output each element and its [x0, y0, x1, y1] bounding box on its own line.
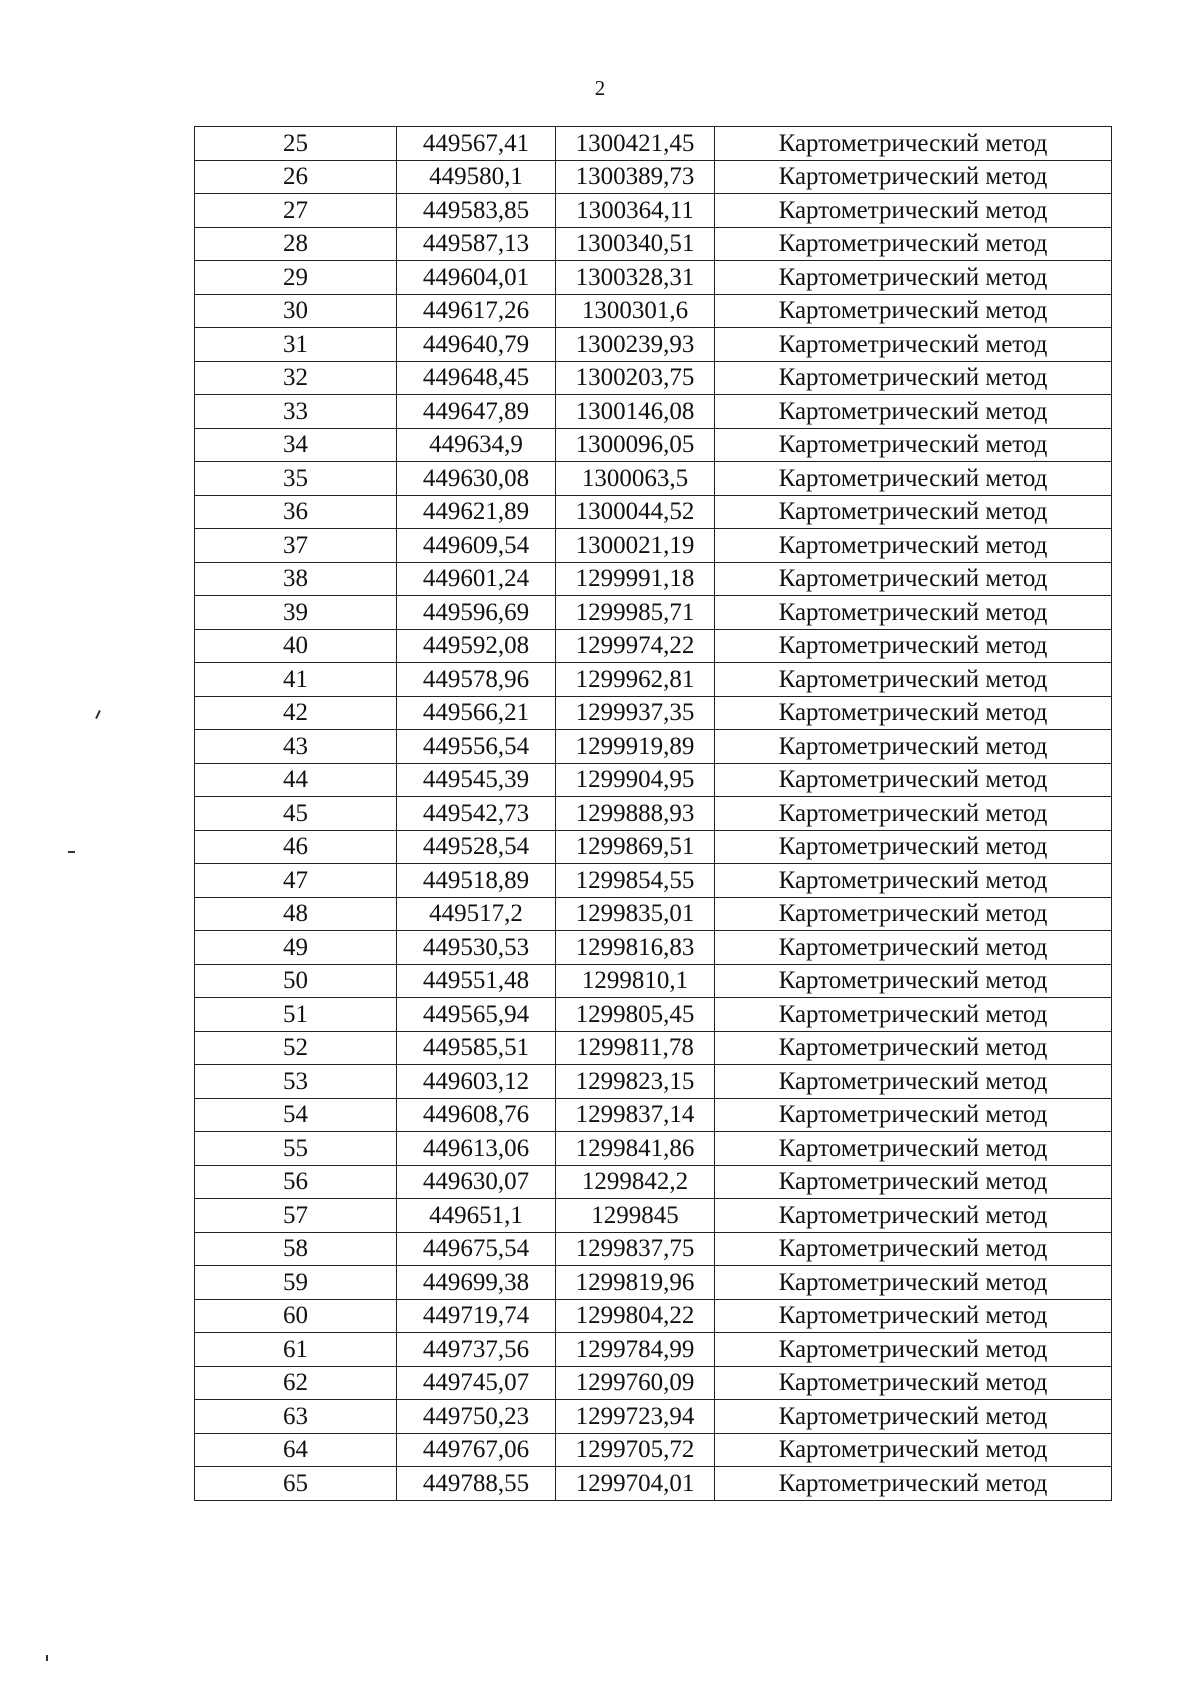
point-number-cell: 32	[195, 361, 397, 395]
method-cell: Картометрический метод	[715, 328, 1112, 362]
y-coordinate-cell: 1299937,35	[556, 696, 715, 730]
point-number-cell: 51	[195, 998, 397, 1032]
method-cell: Картометрический метод	[715, 1065, 1112, 1099]
x-coordinate-cell: 449565,94	[397, 998, 556, 1032]
method-cell: Картометрический метод	[715, 462, 1112, 496]
method-cell: Картометрический метод	[715, 1165, 1112, 1199]
point-number-cell: 62	[195, 1366, 397, 1400]
x-coordinate-cell: 449566,21	[397, 696, 556, 730]
method-cell: Картометрический метод	[715, 931, 1112, 965]
y-coordinate-cell: 1299804,22	[556, 1299, 715, 1333]
method-cell: Картометрический метод	[715, 1232, 1112, 1266]
point-number-cell: 60	[195, 1299, 397, 1333]
x-coordinate-cell: 449528,54	[397, 830, 556, 864]
point-number-cell: 57	[195, 1199, 397, 1233]
point-number-cell: 40	[195, 629, 397, 663]
table-row	[195, 1299, 1112, 1333]
method-cell: Картометрический метод	[715, 1031, 1112, 1065]
y-coordinate-cell: 1299819,96	[556, 1266, 715, 1300]
x-coordinate-cell: 449596,69	[397, 596, 556, 630]
point-number-cell: 46	[195, 830, 397, 864]
point-number-cell: 53	[195, 1065, 397, 1099]
point-number-cell: 45	[195, 797, 397, 831]
table-row	[195, 1132, 1112, 1166]
point-number-cell: 29	[195, 261, 397, 295]
y-coordinate-cell: 1299837,14	[556, 1098, 715, 1132]
table-row	[195, 462, 1112, 496]
y-coordinate-cell: 1299811,78	[556, 1031, 715, 1065]
x-coordinate-cell: 449580,1	[397, 160, 556, 194]
method-cell: Картометрический метод	[715, 227, 1112, 261]
coordinates-table-body	[195, 127, 1112, 1501]
y-coordinate-cell: 1299810,1	[556, 964, 715, 998]
x-coordinate-cell: 449613,06	[397, 1132, 556, 1166]
point-number-cell: 48	[195, 897, 397, 931]
table-row	[195, 428, 1112, 462]
x-coordinate-cell: 449578,96	[397, 663, 556, 697]
table-row	[195, 1400, 1112, 1434]
x-coordinate-cell: 449634,9	[397, 428, 556, 462]
method-cell: Картометрический метод	[715, 1299, 1112, 1333]
table-row	[195, 395, 1112, 429]
y-coordinate-cell: 1300044,52	[556, 495, 715, 529]
point-number-cell: 30	[195, 294, 397, 328]
y-coordinate-cell: 1299962,81	[556, 663, 715, 697]
point-number-cell: 33	[195, 395, 397, 429]
x-coordinate-cell: 449583,85	[397, 194, 556, 228]
point-number-cell: 26	[195, 160, 397, 194]
y-coordinate-cell: 1299704,01	[556, 1467, 715, 1501]
x-coordinate-cell: 449617,26	[397, 294, 556, 328]
point-number-cell: 44	[195, 763, 397, 797]
y-coordinate-cell: 1299823,15	[556, 1065, 715, 1099]
point-number-cell: 54	[195, 1098, 397, 1132]
table-row	[195, 897, 1112, 931]
x-coordinate-cell: 449788,55	[397, 1467, 556, 1501]
method-cell: Картометрический метод	[715, 1098, 1112, 1132]
x-coordinate-cell: 449621,89	[397, 495, 556, 529]
point-number-cell: 25	[195, 127, 397, 161]
y-coordinate-cell: 1299805,45	[556, 998, 715, 1032]
y-coordinate-cell: 1300203,75	[556, 361, 715, 395]
point-number-cell: 43	[195, 730, 397, 764]
table-row	[195, 797, 1112, 831]
point-number-cell: 52	[195, 1031, 397, 1065]
table-row	[195, 328, 1112, 362]
x-coordinate-cell: 449530,53	[397, 931, 556, 965]
y-coordinate-cell: 1299837,75	[556, 1232, 715, 1266]
method-cell: Картометрический метод	[715, 763, 1112, 797]
method-cell: Картометрический метод	[715, 1433, 1112, 1467]
method-cell: Картометрический метод	[715, 127, 1112, 161]
method-cell: Картометрический метод	[715, 160, 1112, 194]
x-coordinate-cell: 449518,89	[397, 864, 556, 898]
y-coordinate-cell: 1300421,45	[556, 127, 715, 161]
x-coordinate-cell: 449640,79	[397, 328, 556, 362]
y-coordinate-cell: 1299784,99	[556, 1333, 715, 1367]
method-cell: Картометрический метод	[715, 663, 1112, 697]
table-row	[195, 629, 1112, 663]
method-cell: Картометрический метод	[715, 1366, 1112, 1400]
y-coordinate-cell: 1299841,86	[556, 1132, 715, 1166]
point-number-cell: 56	[195, 1165, 397, 1199]
point-number-cell: 27	[195, 194, 397, 228]
table-row	[195, 1467, 1112, 1501]
table-row	[195, 1199, 1112, 1233]
table-row	[195, 1065, 1112, 1099]
scan-mark	[68, 851, 75, 853]
method-cell: Картометрический метод	[715, 428, 1112, 462]
table-row	[195, 931, 1112, 965]
x-coordinate-cell: 449745,07	[397, 1366, 556, 1400]
point-number-cell: 49	[195, 931, 397, 965]
table-row	[195, 596, 1112, 630]
x-coordinate-cell: 449648,45	[397, 361, 556, 395]
table-row	[195, 1098, 1112, 1132]
page-number: 2	[594, 76, 606, 100]
table-row	[195, 495, 1112, 529]
table-row	[195, 294, 1112, 328]
table-row	[195, 730, 1112, 764]
y-coordinate-cell: 1299974,22	[556, 629, 715, 663]
y-coordinate-cell: 1300239,93	[556, 328, 715, 362]
x-coordinate-cell: 449647,89	[397, 395, 556, 429]
x-coordinate-cell: 449517,2	[397, 897, 556, 931]
table-row	[195, 1031, 1112, 1065]
point-number-cell: 39	[195, 596, 397, 630]
method-cell: Картометрический метод	[715, 1199, 1112, 1233]
table-row	[195, 696, 1112, 730]
y-coordinate-cell: 1299816,83	[556, 931, 715, 965]
table-row	[195, 160, 1112, 194]
y-coordinate-cell: 1299835,01	[556, 897, 715, 931]
table-row	[195, 1366, 1112, 1400]
x-coordinate-cell: 449545,39	[397, 763, 556, 797]
method-cell: Картометрический метод	[715, 730, 1112, 764]
y-coordinate-cell: 1299845	[556, 1199, 715, 1233]
method-cell: Картометрический метод	[715, 395, 1112, 429]
y-coordinate-cell: 1299919,89	[556, 730, 715, 764]
x-coordinate-cell: 449699,38	[397, 1266, 556, 1300]
y-coordinate-cell: 1300301,6	[556, 294, 715, 328]
y-coordinate-cell: 1300096,05	[556, 428, 715, 462]
point-number-cell: 37	[195, 529, 397, 563]
x-coordinate-cell: 449551,48	[397, 964, 556, 998]
table-row	[195, 763, 1112, 797]
table-row	[195, 998, 1112, 1032]
point-number-cell: 28	[195, 227, 397, 261]
table-row	[195, 864, 1112, 898]
table-row	[195, 361, 1112, 395]
method-cell: Картометрический метод	[715, 897, 1112, 931]
table-row	[195, 1232, 1112, 1266]
method-cell: Картометрический метод	[715, 562, 1112, 596]
y-coordinate-cell: 1299904,95	[556, 763, 715, 797]
point-number-cell: 63	[195, 1400, 397, 1434]
table-row	[195, 964, 1112, 998]
method-cell: Картометрический метод	[715, 261, 1112, 295]
x-coordinate-cell: 449604,01	[397, 261, 556, 295]
method-cell: Картометрический метод	[715, 797, 1112, 831]
x-coordinate-cell: 449592,08	[397, 629, 556, 663]
x-coordinate-cell: 449737,56	[397, 1333, 556, 1367]
point-number-cell: 50	[195, 964, 397, 998]
method-cell: Картометрический метод	[715, 1266, 1112, 1300]
y-coordinate-cell: 1300328,31	[556, 261, 715, 295]
table-row	[195, 1266, 1112, 1300]
method-cell: Картометрический метод	[715, 1467, 1112, 1501]
point-number-cell: 65	[195, 1467, 397, 1501]
y-coordinate-cell: 1299991,18	[556, 562, 715, 596]
x-coordinate-cell: 449630,08	[397, 462, 556, 496]
y-coordinate-cell: 1300340,51	[556, 227, 715, 261]
x-coordinate-cell: 449542,73	[397, 797, 556, 831]
table-row	[195, 663, 1112, 697]
y-coordinate-cell: 1300364,11	[556, 194, 715, 228]
y-coordinate-cell: 1300146,08	[556, 395, 715, 429]
method-cell: Картометрический метод	[715, 495, 1112, 529]
x-coordinate-cell: 449585,51	[397, 1031, 556, 1065]
table-row	[195, 830, 1112, 864]
x-coordinate-cell: 449651,1	[397, 1199, 556, 1233]
method-cell: Картометрический метод	[715, 1400, 1112, 1434]
x-coordinate-cell: 449675,54	[397, 1232, 556, 1266]
point-number-cell: 55	[195, 1132, 397, 1166]
x-coordinate-cell: 449601,24	[397, 562, 556, 596]
method-cell: Картометрический метод	[715, 629, 1112, 663]
table-row	[195, 227, 1112, 261]
y-coordinate-cell: 1299854,55	[556, 864, 715, 898]
method-cell: Картометрический метод	[715, 529, 1112, 563]
y-coordinate-cell: 1300063,5	[556, 462, 715, 496]
x-coordinate-cell: 449750,23	[397, 1400, 556, 1434]
method-cell: Картометрический метод	[715, 864, 1112, 898]
y-coordinate-cell: 1299842,2	[556, 1165, 715, 1199]
table-row	[195, 261, 1112, 295]
x-coordinate-cell: 449719,74	[397, 1299, 556, 1333]
point-number-cell: 34	[195, 428, 397, 462]
x-coordinate-cell: 449556,54	[397, 730, 556, 764]
table-row	[195, 529, 1112, 563]
scan-mark	[95, 710, 101, 719]
y-coordinate-cell: 1299888,93	[556, 797, 715, 831]
point-number-cell: 41	[195, 663, 397, 697]
point-number-cell: 47	[195, 864, 397, 898]
method-cell: Картометрический метод	[715, 998, 1112, 1032]
method-cell: Картометрический метод	[715, 964, 1112, 998]
table-row	[195, 1165, 1112, 1199]
scan-mark	[46, 1655, 48, 1661]
x-coordinate-cell: 449609,54	[397, 529, 556, 563]
y-coordinate-cell: 1299760,09	[556, 1366, 715, 1400]
table-row	[195, 562, 1112, 596]
method-cell: Картометрический метод	[715, 1132, 1112, 1166]
x-coordinate-cell: 449567,41	[397, 127, 556, 161]
method-cell: Картометрический метод	[715, 194, 1112, 228]
y-coordinate-cell: 1300021,19	[556, 529, 715, 563]
point-number-cell: 64	[195, 1433, 397, 1467]
method-cell: Картометрический метод	[715, 294, 1112, 328]
x-coordinate-cell: 449603,12	[397, 1065, 556, 1099]
x-coordinate-cell: 449608,76	[397, 1098, 556, 1132]
table-row	[195, 1433, 1112, 1467]
y-coordinate-cell: 1299985,71	[556, 596, 715, 630]
table-row	[195, 127, 1112, 161]
x-coordinate-cell: 449767,06	[397, 1433, 556, 1467]
coordinates-table	[194, 126, 1112, 1501]
point-number-cell: 58	[195, 1232, 397, 1266]
point-number-cell: 42	[195, 696, 397, 730]
method-cell: Картометрический метод	[715, 361, 1112, 395]
x-coordinate-cell: 449587,13	[397, 227, 556, 261]
point-number-cell: 31	[195, 328, 397, 362]
method-cell: Картометрический метод	[715, 1333, 1112, 1367]
y-coordinate-cell: 1299869,51	[556, 830, 715, 864]
point-number-cell: 35	[195, 462, 397, 496]
method-cell: Картометрический метод	[715, 596, 1112, 630]
y-coordinate-cell: 1299705,72	[556, 1433, 715, 1467]
method-cell: Картометрический метод	[715, 696, 1112, 730]
table-row	[195, 1333, 1112, 1367]
point-number-cell: 36	[195, 495, 397, 529]
y-coordinate-cell: 1300389,73	[556, 160, 715, 194]
table-row	[195, 194, 1112, 228]
point-number-cell: 61	[195, 1333, 397, 1367]
method-cell: Картометрический метод	[715, 830, 1112, 864]
x-coordinate-cell: 449630,07	[397, 1165, 556, 1199]
y-coordinate-cell: 1299723,94	[556, 1400, 715, 1434]
point-number-cell: 38	[195, 562, 397, 596]
point-number-cell: 59	[195, 1266, 397, 1300]
